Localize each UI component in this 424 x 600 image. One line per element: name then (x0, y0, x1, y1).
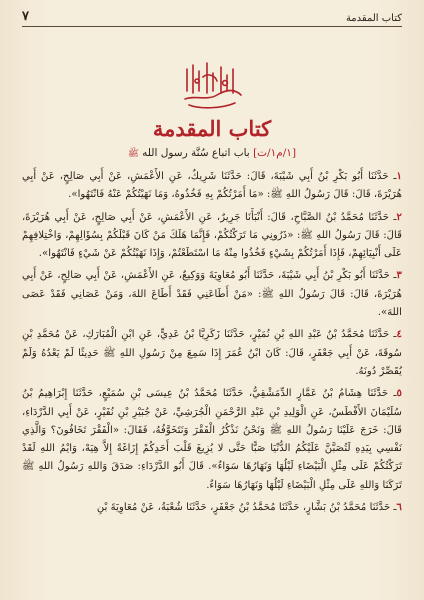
running-title: كتاب المقدمة (345, 13, 402, 24)
page-number: ٧ (22, 9, 29, 24)
hadith-4 (22, 325, 402, 381)
hadith-6 (22, 498, 402, 517)
chapter-reference: [١/م١/ت] (253, 147, 297, 159)
chapter-title: باب اتباع سُنَّة رسول الله (142, 147, 250, 159)
hadith-number: ٦ (396, 501, 402, 514)
hadith-text: ـ حَدَّثَنَا هِشَامُ بْنُ عَمَّارٍ الدِّمَشْقِيُّ، حَدَّثَنَا مُحَمَّدُ بْنُ عِيسَى بْنِ سُمَيْعٍ، حَدَّثَنَا إِبْرَاهِيمُ بْنُ سُلَيْمَانَ الأَفْطَسُ، عَنِ الْوَلِيدِ بْنِ عَبْدِ الرَّحْمَنِ الْجُرَشِيِّ، عَنْ جُبَيْرِ بْنِ نُفَيْرٍ، عَنْ أَبِي الدَّرْدَاءِ، قَالَ: خَرَجَ عَلَيْنَا رَسُولُ اللهِ ﷺ وَنَحْنُ نَذْكُرُ الْفَقْرَ وَنَتَخَوَّفُهُ، فَقَالَ: «الْفَقْرَ تَخَافُونَ؟ وَالَّذِي نَفْسِي بِيَدِهِ لَتُصَبَّنَّ عَلَيْكُمُ الدُّنْيَا صَبًّا حَتَّى لا يُزِيغَ قَلْبَ أَحَدِكُمْ إِزَاغَةً إِلاَّ هِيَهْ، وَايْمُ اللهِ لَقَدْ تَرَكْتُكُمْ عَلَى مِثْلِ الْبَيْضَاءِ لَيْلُهَا وَنَهَارُهَا سَوَاءٌ». قَالَ أَبُو الدَّرْدَاءِ: صَدَقَ وَاللهِ رَسُولُ اللهِ ﷺ تَرَكَنَا وَاللهِ عَلَى مِثْلِ الْبَيْضَاءِ لَيْلُهَا وَنَهَارُهَا سَوَاءٌ. (22, 388, 402, 491)
hadith-list (22, 167, 402, 517)
hadith-number: ٤ (396, 328, 402, 341)
hadith-number: ١ (396, 170, 402, 182)
running-header (22, 6, 402, 27)
chapter-honorific: ﷺ (127, 149, 139, 159)
chapter-heading (22, 147, 402, 163)
basmala-ornament-icon (177, 55, 247, 113)
hadith-2 (22, 208, 402, 264)
hadith-3 (22, 266, 402, 322)
hadith-number: ٢ (396, 210, 402, 223)
book-title: كتاب المقدمة (152, 116, 272, 141)
hadith-text: ـ حَدَّثَنَا أَبُو بَكْرِ بْنُ أَبِي شَيْبَةَ، قَالَ: حَدَّثَنَا شَرِيكٌ، عَنِ الأَعْمَشِ، عَنْ أَبِي صَالِحٍ، عَنْ أَبِي هُرَيْرَةَ، قَالَ: قَالَ رَسُولُ اللهِ ﷺ: «مَا أَمَرْتُكُمْ بِهِ فَخُذُوهُ، وَمَا نَهَيْتُكُمْ عَنْهُ فَانْتَهُوا». (22, 171, 402, 201)
hadith-5 (22, 384, 402, 495)
basmala-calligraphy (22, 55, 402, 113)
hadith-number: ٣ (396, 269, 402, 282)
hadith-text: ـ حَدَّثَنَا مُحَمَّدُ بْنُ الصَّبَّاحِ، قَالَ: أَنْبَأَنَا جَرِيرٌ، عَنِ الأَعْمَشِ، عَنْ أَبِي صَالِحٍ، عَنْ أَبِي هُرَيْرَةَ، قَالَ: قَالَ رَسُولُ اللهِ ﷺ: «ذَرُونِي مَا تَرَكْتُكُمْ، فَإِنَّمَا هَلَكَ مَنْ كَانَ قَبْلَكُمْ بِسُؤَالِهِمْ، وَاخْتِلافِهِمْ عَلَى أَنْبِيَائِهِمْ، فَإِذَا أَمَرْتُكُمْ بِشَيْءٍ فَخُذُوا مِنْهُ مَا اسْتَطَعْتُمْ، وَإِذَا نَهَيْتُكُمْ عَنْ شَيْءٍ فَانْتَهُوا». (22, 211, 402, 260)
hadith-text: ـ حَدَّثَنَا مُحَمَّدُ بْنُ عَبْدِ اللهِ بْنِ نُمَيْرٍ، حَدَّثَنَا زَكَرِيَّا بْنُ عَدِيٍّ، عَنِ ابْنِ الْمُبَارَكِ، عَنْ مُحَمَّدِ بْنِ سُوقَةَ، عَنْ أَبِي جَعْفَرٍ، قَالَ: كَانَ ابْنُ عُمَرَ إِذَا سَمِعَ مِنْ رَسُولِ اللهِ ﷺ حَدِيثًا لَمْ يَعْدُهُ وَلَمْ يُقَصِّرْ دُونَهُ. (22, 329, 402, 377)
hadith-text: ـ حَدَّثَنَا أَبُو بَكْرِ بْنُ أَبِي شَيْبَةَ، حَدَّثَنَا أَبُو مُعَاوِيَةَ وَوَكِيعٌ، عَنِ الأَعْمَشِ، عَنْ أَبِي صَالِحٍ، عَنْ أَبِي هُرَيْرَةَ، قَالَ: قَالَ رَسُولُ اللهِ ﷺ: «مَنْ أَطَاعَنِي فَقَدْ أَطَاعَ اللهَ، وَمَنْ عَصَانِي فَقَدْ عَصَى اللهَ». (22, 270, 402, 319)
hadith-number: ٥ (396, 387, 402, 400)
hadith-1 (22, 167, 402, 205)
hadith-text: ـ حَدَّثَنَا مُحَمَّدُ بْنُ بَشَّارٍ، حَدَّثَنَا مُحَمَّدُ بْنُ جَعْفَرٍ، حَدَّثَنَا شُعْبَةُ، عَنْ مُعَاوِيَةَ بْنِ (96, 502, 397, 514)
